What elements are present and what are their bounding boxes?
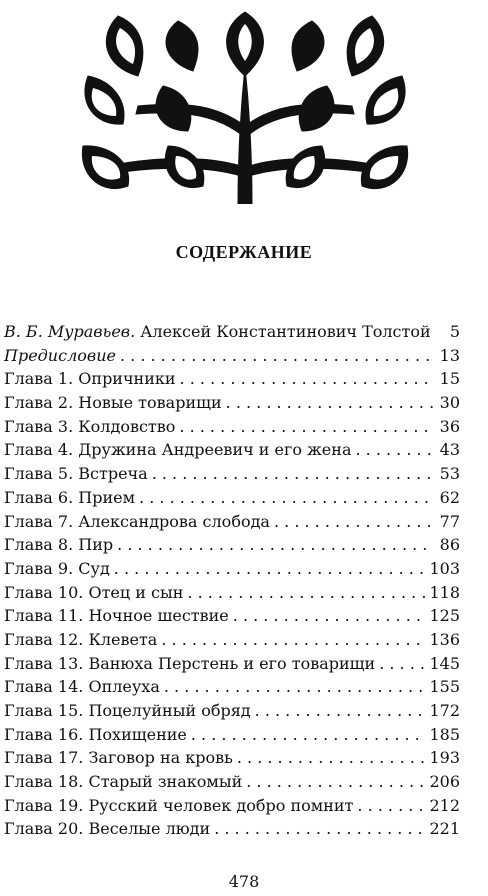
toc-entry-title: Глава 3. Колдовство [4,416,176,436]
toc-entry-author: В. Б. Муравьев. [4,322,136,341]
toc-entry-title-text: Алексей Константинович Толстой [140,322,431,341]
toc-entry-title: Глава 2. Новые товарищи [4,393,222,413]
toc-entry-title: Глава 14. Оплеуха [4,677,160,697]
toc-entry [4,557,460,581]
toc-entry-page: 125 [429,606,460,626]
toc-entry-page: 103 [429,558,460,578]
toc-entry [4,415,460,439]
dot-leader [355,438,434,462]
toc-entry [4,533,460,557]
dot-leader [180,367,434,391]
toc-entry-title: Глава 7. Александрова слобода [4,511,270,531]
toc-entry [4,462,460,486]
toc-entry-page: 15 [439,369,460,389]
toc-entry-title: Глава 9. Суд [4,558,110,578]
toc-entry-page: 5 [449,322,460,341]
dot-leader [237,746,426,770]
toc-entry-title: Глава 1. Опричники [4,369,176,389]
toc-entry-title: Глава 8. Пир [4,535,114,555]
toc-entry-page: 206 [429,772,460,792]
toc-entry [4,486,460,510]
toc-entry [4,746,460,770]
toc-entry-page: 43 [439,440,460,460]
toc-entry-page: 221 [429,819,460,839]
toc-entry [4,675,460,699]
toc-entry-title [4,320,431,344]
dot-leader [233,604,426,628]
toc-entry [4,604,460,628]
toc-entry-page: 86 [439,535,460,555]
dot-leader [357,794,425,818]
toc-entry [4,723,460,747]
toc-entry [4,320,460,344]
floral-ornament-headpiece [78,6,412,204]
toc-entry-page: 155 [429,677,460,697]
dot-leader [246,770,425,794]
toc-entry [4,794,460,818]
toc-entry [4,344,460,368]
page-title: СОДЕРЖАНИЕ [175,242,313,262]
dot-leader [187,581,425,605]
dot-leader [120,344,434,368]
toc-entry [4,817,460,841]
table-of-contents [4,320,460,841]
page-number: 478 [228,872,260,891]
toc-entry-page: 77 [439,511,460,531]
toc-entry-title: Глава 18. Старый знакомый [4,772,243,792]
dot-leader [214,817,425,841]
dot-leader [161,628,425,652]
dot-leader [226,391,434,415]
toc-entry [4,628,460,652]
toc-entry-page: 36 [439,416,460,436]
toc-entry-title: Глава 20. Веселые люди [4,819,211,839]
dot-leader [191,723,426,747]
toc-entry-page: 30 [439,393,460,413]
dot-leader [255,699,426,723]
toc-entry-title: Глава 15. Поцелуйный обряд [4,701,251,720]
dot-leader [274,510,434,534]
toc-entry-title: Глава 13. Ванюха Перстень и его товарищи [4,653,376,673]
toc-entry [4,391,460,415]
toc-entry-page: 145 [429,653,460,673]
toc-entry-page: 62 [439,487,460,507]
toc-entry-page: 13 [439,345,460,365]
toc-entry-title: Глава 16. Похищение [4,724,187,744]
toc-entry [4,581,460,605]
toc-entry-title: Глава 5. Встреча [4,464,148,484]
dot-leader [179,415,434,439]
toc-entry-page: 212 [429,795,460,815]
dot-leader [114,557,426,581]
toc-entry-page: 136 [429,629,460,649]
dot-leader [379,652,425,676]
dot-leader [164,675,426,699]
toc-entry [4,699,460,723]
toc-entry-page: 185 [429,724,460,744]
toc-entry-title: Глава 4. Дружина Андреевич и его жена [4,440,352,460]
dot-leader [152,462,434,486]
toc-entry-title: Глава 6. Прием [4,487,136,507]
toc-entry-title: Глава 17. Заговор на кровь [4,748,233,768]
toc-entry-page: 193 [429,748,460,768]
toc-entry-page: 172 [429,701,460,720]
toc-entry [4,367,460,391]
dot-leader [117,533,434,557]
toc-entry-page: 118 [429,582,460,602]
toc-entry-title: Глава 12. Клевета [4,629,158,649]
toc-entry-title: Глава 19. Русский человек добро помнит [4,795,354,815]
toc-entry-title: Предисловие [4,345,116,365]
toc-entry-title: Глава 11. Ночное шествие [4,606,229,626]
toc-entry [4,652,460,676]
toc-entry [4,510,460,534]
toc-entry [4,770,460,794]
toc-entry [4,438,460,462]
dot-leader [139,486,434,510]
toc-entry-title: Глава 10. Отец и сын [4,582,184,602]
toc-entry-page: 53 [439,464,460,484]
